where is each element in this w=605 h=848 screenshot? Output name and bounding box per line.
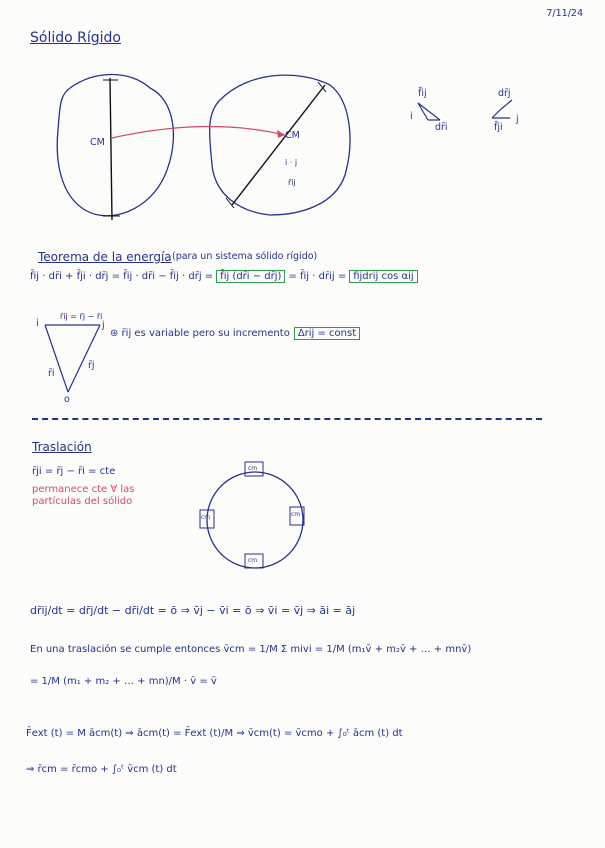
trajectory-arrow [112, 127, 285, 138]
ij-label: i · j [285, 158, 298, 167]
segment-right [232, 85, 325, 205]
ru-label: r̄ij [288, 178, 296, 187]
vec-label-fji: f̄ji [494, 122, 503, 133]
triangle-top-label: r̄ij = r̄j − r̄i [60, 312, 103, 321]
circle-label-right: cm [291, 511, 301, 518]
page-date: 7/11/24 [546, 8, 583, 19]
triangle-ri-label: r̄i [48, 368, 55, 379]
vec-label-dri: dr̄i [435, 122, 448, 133]
rigid-body-figure [0, 0, 605, 240]
vcm-equation: En una traslación se cumple entonces v̄cm = 1/M Σ mivi = 1/M (m₁v̄ + m₂v̄ + … + mnv̄) [30, 644, 472, 655]
rigid-body-left [57, 75, 173, 216]
energy-eq-start: f̄ij · dr̄i + f̄ji · dr̄j = f̄ij · dr̄i − f̄ij · dr̄j = [30, 271, 214, 282]
triangle-j-label: j [102, 320, 105, 331]
triangle-i-label: i [36, 318, 39, 329]
pink-note: permanece cte ∀ las partículas del sólido [32, 484, 135, 507]
derivative-equation: dr̄ij/dt = dr̄j/dt − dr̄i/dt = ō ⇒ v̄j − v̄i = ō ⇒ v̄i = v̄j ⇒ āi = āj [30, 604, 356, 617]
vector-drj [500, 100, 512, 110]
cm-label-right: CM [285, 130, 300, 141]
energy-box-2: fijdrij cos αij [349, 270, 417, 283]
vec-label-j: j [516, 114, 519, 125]
energy-eq-mid: = f̄ij · dr̄ij = [288, 271, 347, 282]
energy-box-1: f̄ij (dr̄i − dr̄j) [216, 270, 285, 283]
increment-note-text: ⊛ r̄ij es variable pero su incremento [110, 328, 290, 339]
vec-label-fij: f̄ij [418, 88, 427, 99]
circle-label-bottom: cm [248, 557, 258, 564]
page-title: Sólido Rígido [30, 30, 121, 46]
triangle-o-label: o [64, 394, 70, 405]
section-divider [32, 418, 542, 420]
energy-box-3: Δrij = const [294, 327, 360, 340]
translation-circle-figure [190, 455, 330, 585]
vector-triangle [30, 310, 120, 410]
position-equation: ⇒ r̄cm = r̄cmo + ∫₀ᵗ v̄cm (t) dt [26, 764, 177, 775]
vec-label-drj: dr̄j [498, 88, 511, 99]
newton-equation: F̄ext (t) = M ācm(t) ⇒ ācm(t) = F̄ext (t)/M ⇒ v̄cm(t) = v̄cmo + ∫₀ᵗ ācm (t) dt [26, 728, 403, 739]
segment-left [110, 78, 112, 220]
energy-heading: Teorema de la energía [38, 250, 172, 264]
rigid-body-right [210, 75, 350, 215]
vcm-equation-2: = 1/M (m₁ + m₂ + … + mn)/M · v̄ = v̄ [30, 676, 217, 687]
increment-note [110, 327, 360, 340]
rji-equation: r̄ji = r̄j − r̄i = cte [32, 466, 116, 477]
energy-equation [30, 270, 418, 283]
translation-heading: Traslación [32, 440, 92, 454]
circle-label-left: cm [201, 514, 211, 521]
circle-label-top: cm [248, 465, 258, 472]
cm-label-left: CM [90, 137, 105, 148]
energy-note: (para un sistema sólido rígido) [172, 251, 318, 262]
triangle-rj-label: r̄j [88, 360, 95, 371]
vec-label-i: i [410, 111, 413, 122]
vector-fij [418, 103, 440, 120]
